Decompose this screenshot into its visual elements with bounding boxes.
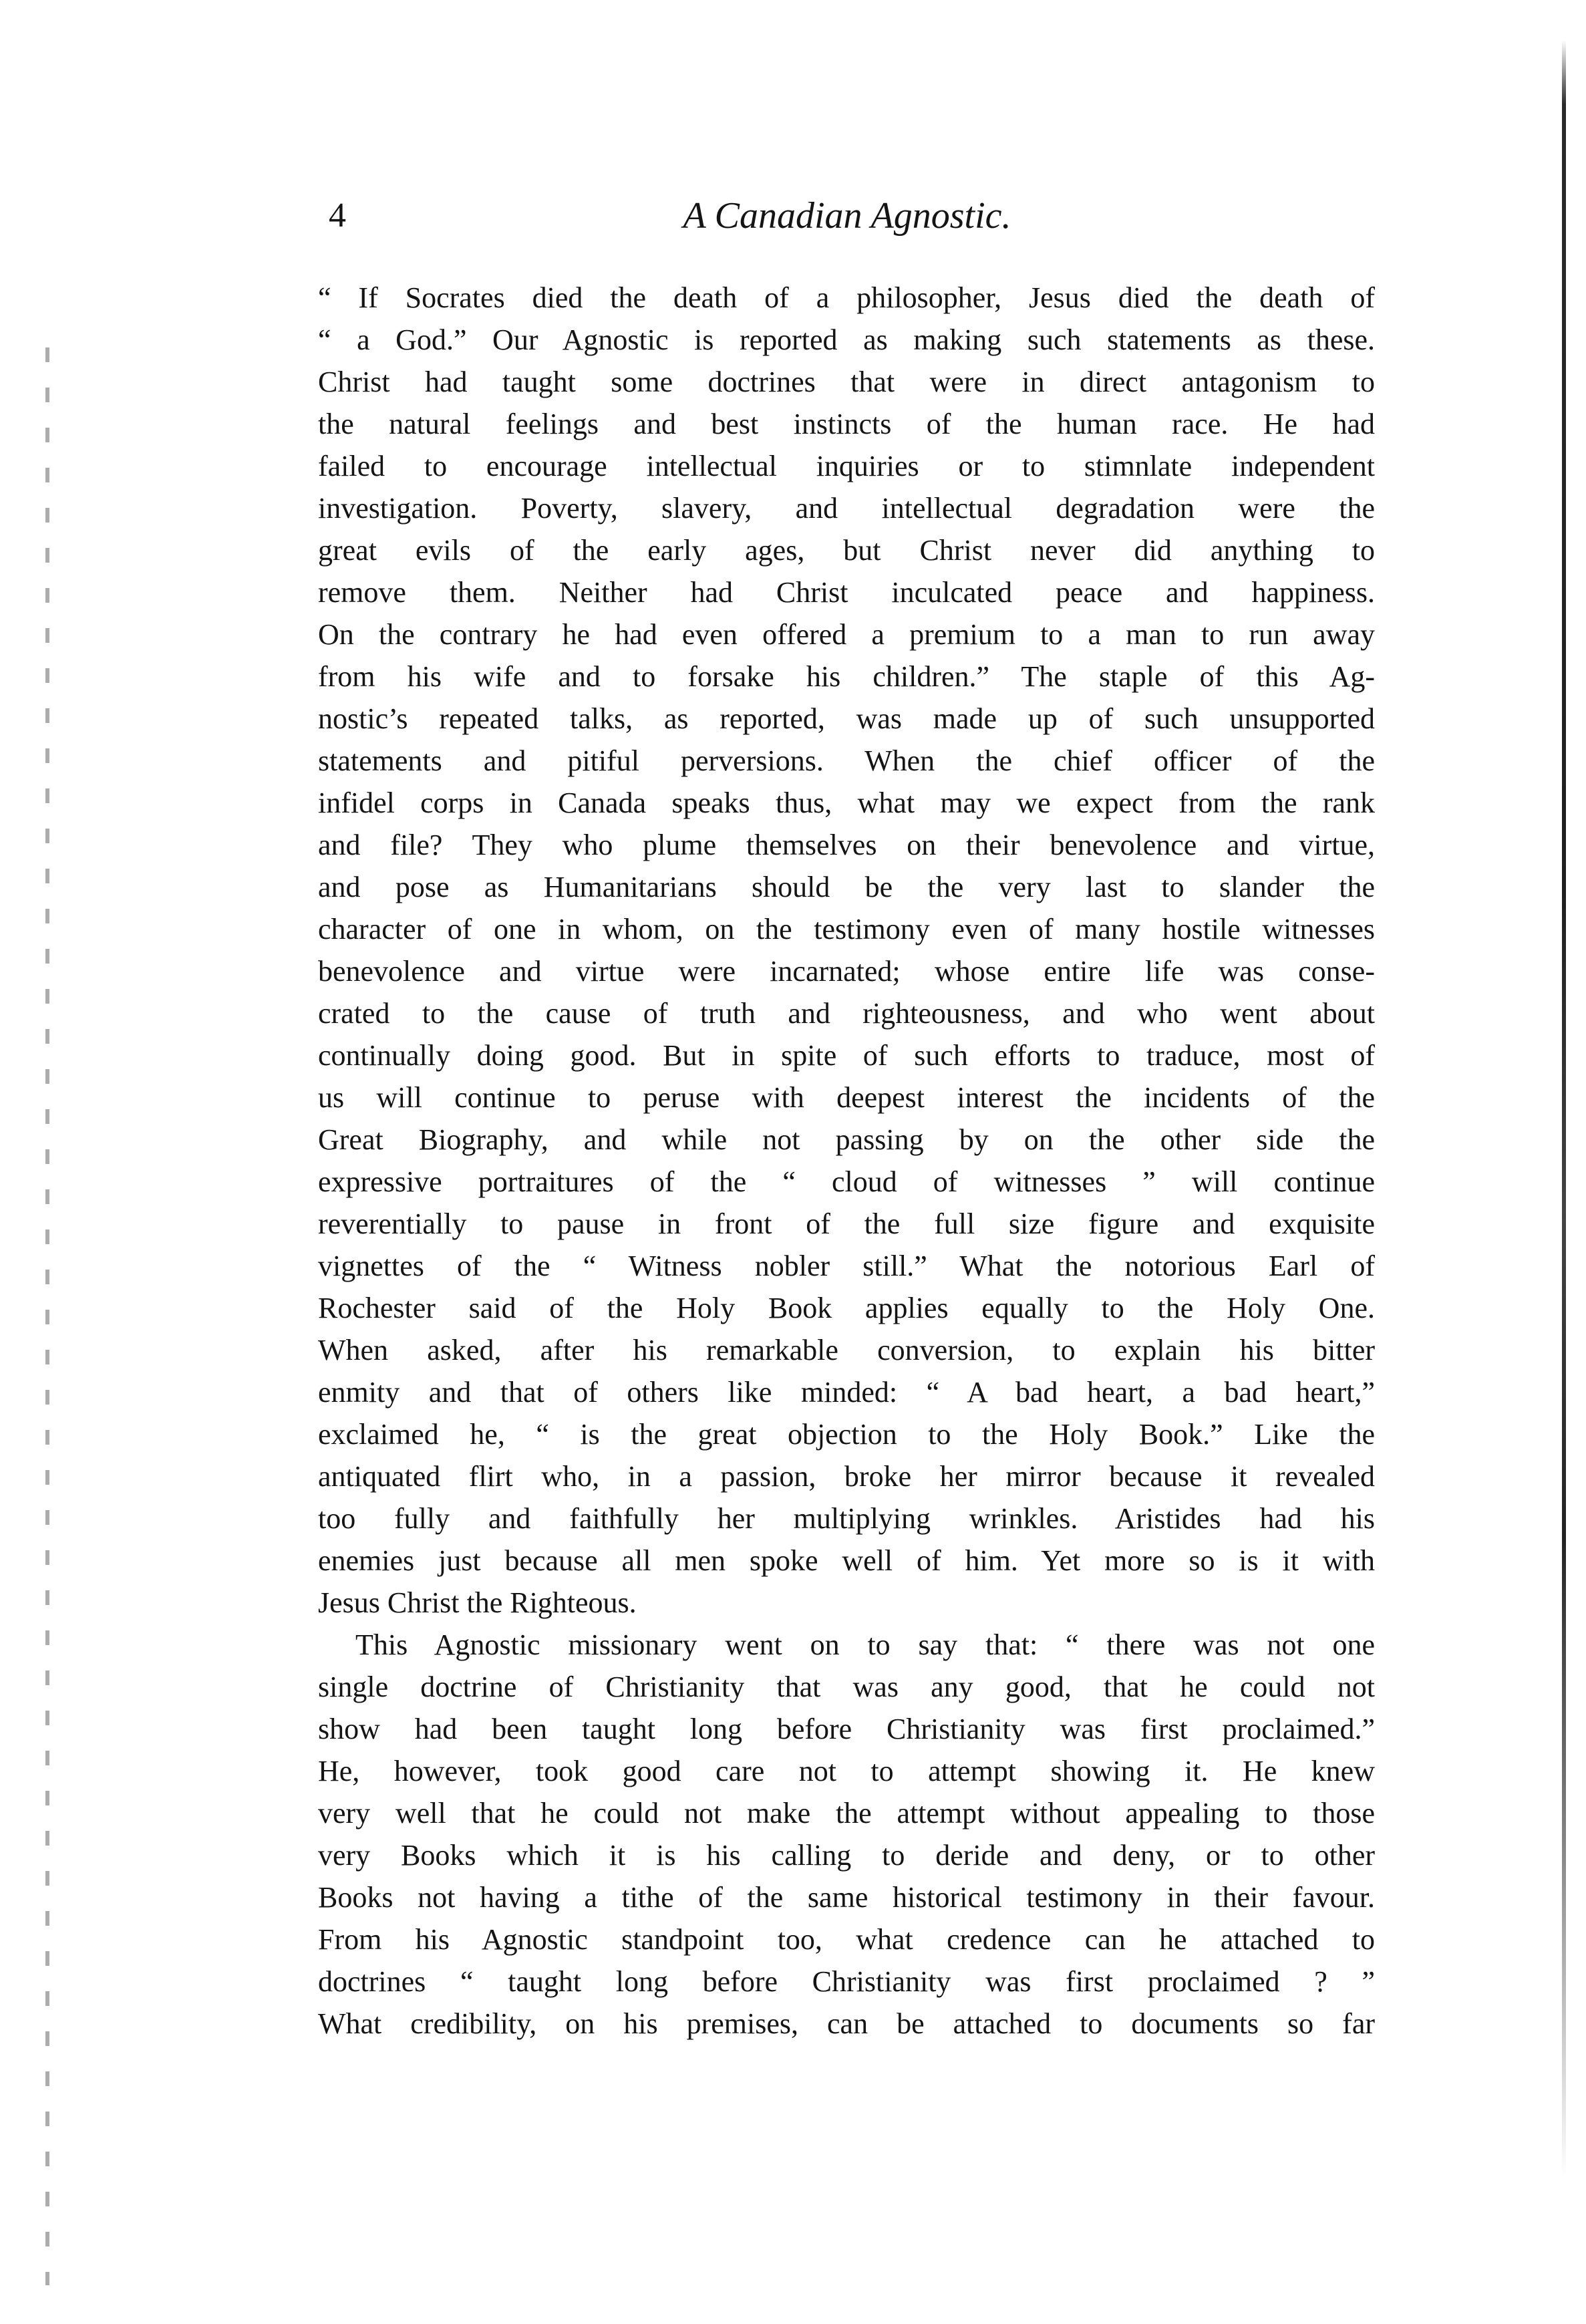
text-line: infidel corps in Canada speaks thus, what may we expect from the rank	[318, 786, 1375, 819]
text-line: from his wife and to forsake his children.” The staple of this Ag-	[318, 660, 1375, 693]
text-line: Great Biography, and while not passing by on the other side the	[318, 1123, 1375, 1156]
text-line: single doctrine of Christianity that was any good, that he could not	[318, 1671, 1375, 1703]
text-line: great evils of the early ages, but Christ never did anything to	[318, 534, 1375, 567]
page-header	[319, 192, 1375, 246]
text-line: very Books which it is his calling to deride and deny, or to other	[318, 1839, 1375, 1872]
text-line: reverentially to pause in front of the full size figure and exquisite	[318, 1207, 1375, 1240]
text-line: too fully and faithfully her multiplying wrinkles. Aristides had his	[318, 1502, 1375, 1535]
text-line: benevolence and virtue were incarnated; whose entire life was conse-	[318, 955, 1375, 988]
text-line: very well that he could not make the attempt without appealing to those	[318, 1797, 1375, 1830]
text-line: failed to encourage intellectual inquiries or to stimnlate independent	[318, 450, 1375, 482]
text-line: investigation. Poverty, slavery, and intellectual degradation were the	[318, 492, 1375, 525]
text-line: Rochester said of the Holy Book applies equally to the Holy One.	[318, 1292, 1375, 1324]
text-line: character of one in whom, on the testimony even of many hostile witnesses	[318, 913, 1375, 946]
text-line: This Agnostic missionary went on to say that: “ there was not one	[355, 1628, 1375, 1661]
text-line: the natural feelings and best instincts of the human race. He had	[318, 408, 1375, 440]
text-line: doctrines “ taught long before Christianity was first proclaimed ? ”	[318, 1965, 1375, 1998]
page-number: 4	[329, 196, 346, 235]
body-text	[318, 277, 1375, 2045]
text-line: enmity and that of others like minded: “ A bad heart, a bad heart,”	[318, 1376, 1375, 1409]
text-line: and file? They who plume themselves on their benevolence and virtue,	[318, 829, 1375, 861]
running-title: A Canadian Agnostic.	[683, 195, 1011, 237]
text-line: continually doing good. But in spite of such efforts to traduce, most of	[318, 1039, 1375, 1072]
text-line: On the contrary he had even offered a premium to a man to run away	[318, 618, 1375, 651]
text-line: enemies just because all men spoke well of him. Yet more so is it with	[318, 1544, 1375, 1577]
text-line: show had been taught long before Christianity was first proclaimed.”	[318, 1713, 1375, 1745]
text-line: From his Agnostic standpoint too, what credence can he attached to	[318, 1923, 1375, 1956]
text-line: Books not having a tithe of the same historical testimony in their favour.	[318, 1881, 1375, 1914]
text-line: statements and pitiful perversions. When the chief officer of the	[318, 744, 1375, 777]
text-line: “ If Socrates died the death of a philosopher, Jesus died the death of	[318, 281, 1375, 314]
text-line: crated to the cause of truth and righteousness, and who went about	[318, 997, 1375, 1030]
text-line: What credibility, on his premises, can be attached to documents so far	[318, 2007, 1375, 2040]
text-line: expressive portraitures of the “ cloud of witnesses ” will continue	[318, 1165, 1375, 1198]
text-line: vignettes of the “ Witness nobler still.” What the notorious Earl of	[318, 1250, 1375, 1282]
page-edge-shadow-left	[45, 347, 49, 2285]
text-line: He, however, took good care not to attempt showing it. He knew	[318, 1755, 1375, 1787]
page-edge-shadow-right	[1562, 40, 1566, 2178]
text-line: us will continue to peruse with deepest interest the incidents of the	[318, 1081, 1375, 1114]
text-line: remove them. Neither had Christ inculcated peace and happiness.	[318, 576, 1375, 609]
text-line: “ a God.” Our Agnostic is reported as making such statements as these.	[318, 323, 1375, 356]
text-line: When asked, after his remarkable conversion, to explain his bitter	[318, 1334, 1375, 1366]
text-line: exclaimed he, “ is the great objection to the Holy Book.” Like the	[318, 1418, 1375, 1451]
text-line: Christ had taught some doctrines that were in direct antagonism to	[318, 366, 1375, 398]
text-line: Jesus Christ the Righteous.	[318, 1586, 637, 1619]
text-line: and pose as Humanitarians should be the very last to slander the	[318, 871, 1375, 903]
text-line: antiquated flirt who, in a passion, broke her mirror because it revealed	[318, 1460, 1375, 1493]
text-line: nostic’s repeated talks, as reported, was made up of such unsupported	[318, 702, 1375, 735]
